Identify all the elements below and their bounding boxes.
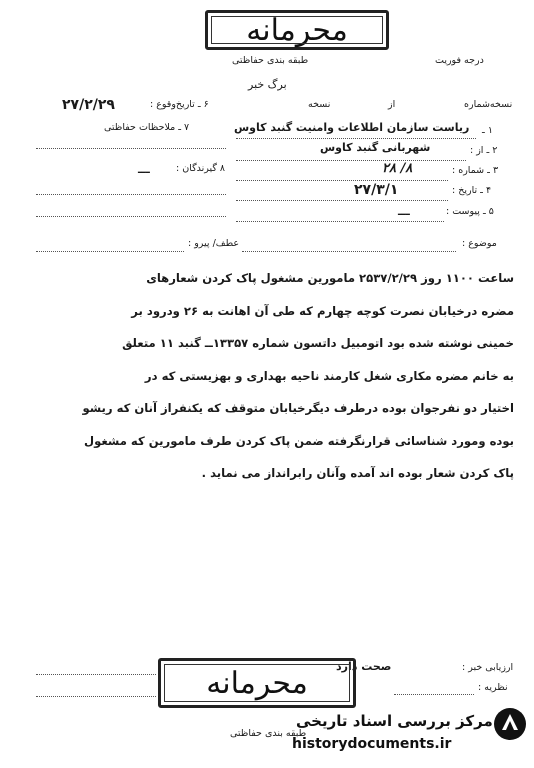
of-label: از [388,99,396,110]
line4-value: ۲۷/۳/۱ [354,182,399,198]
dotted-line [236,138,476,139]
evaluation-label: ارزیابی خبر : [462,662,514,673]
bottom-classification-label: طبقه بندی حفاظتی [230,728,307,739]
classification-label: طبقه بندی حفاظتی [232,55,309,66]
line4-label: ۴ ـ تاریخ : [452,185,492,196]
stamp-inner-border [164,664,350,702]
watermark-title: مرکز بررسی اسناد تاریخی [296,712,493,730]
body-line: ساعت ۱۱۰۰ روز ۲۵۳۷/۲/۲۹ مامورین مشغول پاک کردن شعارهای [146,271,514,285]
line3-label: ۳ ـ شماره : [452,165,499,176]
dotted-line [36,148,226,149]
form-title: برگ خبر [248,78,287,91]
dotted-line [36,251,184,252]
stamp-inner-border [211,16,383,44]
date-of-occurrence-label: ۶ ـ تاریخ‌وقوع : [150,99,209,110]
watermark-logo-icon [492,706,528,742]
dotted-line [236,200,448,201]
dotted-line [36,194,226,195]
copy-number-label: نسخه‌شماره [464,99,513,110]
dotted-line [242,251,456,252]
body-line: خمینی نوشته شده بود اتومبیل داتسون شماره ۱۳۳۵۷ــ گنبد ۱۱ متعلق [122,336,514,350]
line2-label: ۲ ـ از : [470,145,498,156]
line1-label: ۱ ـ [482,125,493,136]
bottom-stamp-text: محرمانه [206,665,308,701]
dotted-line [394,694,474,695]
opinion-label: نظریه : [478,682,508,693]
reference-label: عطف/ پیرو : [188,238,240,249]
line3-value: ۸/ ۲۸ [382,161,413,176]
body-line: مضره درخیابان نصرت کوچه چهارم که طی آن اهانت به ۲۶ ودرود بر [131,303,514,318]
watermark-url: historydocuments.ir [292,736,452,752]
bottom-confidential-stamp [158,658,356,708]
date-of-occurrence-value: ۲۷/۲/۲۹ [62,97,115,113]
body-line: اختیار دو نفرجوان بوده درطرف دیگرخیابان متوقف که یکنفراز آنان که ریشو [82,401,514,415]
recipients-label: ۸ گیرندگان : [176,163,226,174]
line1-value: ریاست سازمان اطلاعات وامنیت گنبد کاوس [234,121,470,134]
top-stamp-text: محرمانه [246,12,348,48]
recipients-value: ـــ [138,162,150,176]
priority-label: درجه فوریت [435,55,484,66]
line2-value: شهربانی گنبد کاوس [320,141,431,154]
dotted-line [236,180,448,181]
dotted-line [236,160,466,161]
dotted-line [36,674,156,675]
dotted-line [36,216,226,217]
body-line: پاک کردن شعار بوده اند آمده وآنان رابرانداز می نماید . [201,466,514,480]
body-line: بوده ومورد شناسائی قرارنگرفته ضمن پاک کردن طرف مامورین که مشغول [84,433,514,448]
subject-label: موضوع : [462,238,497,249]
body-line: به خانم مضره مکاری شغل کارمند ناحیه بهداری و بهزیستی که در [144,368,514,383]
dotted-line [236,221,444,222]
top-confidential-stamp [205,10,389,50]
protection-notes-label: ۷ ـ ملاحظات حفاظتی [104,122,190,133]
report-body [20,262,514,490]
copy-label: نسخه [308,99,331,110]
line5-value: ـــ [398,204,410,218]
line5-label: ۵ ـ پیوست : [446,206,494,217]
accuracy-label: صحت دارد [336,660,392,673]
dotted-line [36,696,156,697]
